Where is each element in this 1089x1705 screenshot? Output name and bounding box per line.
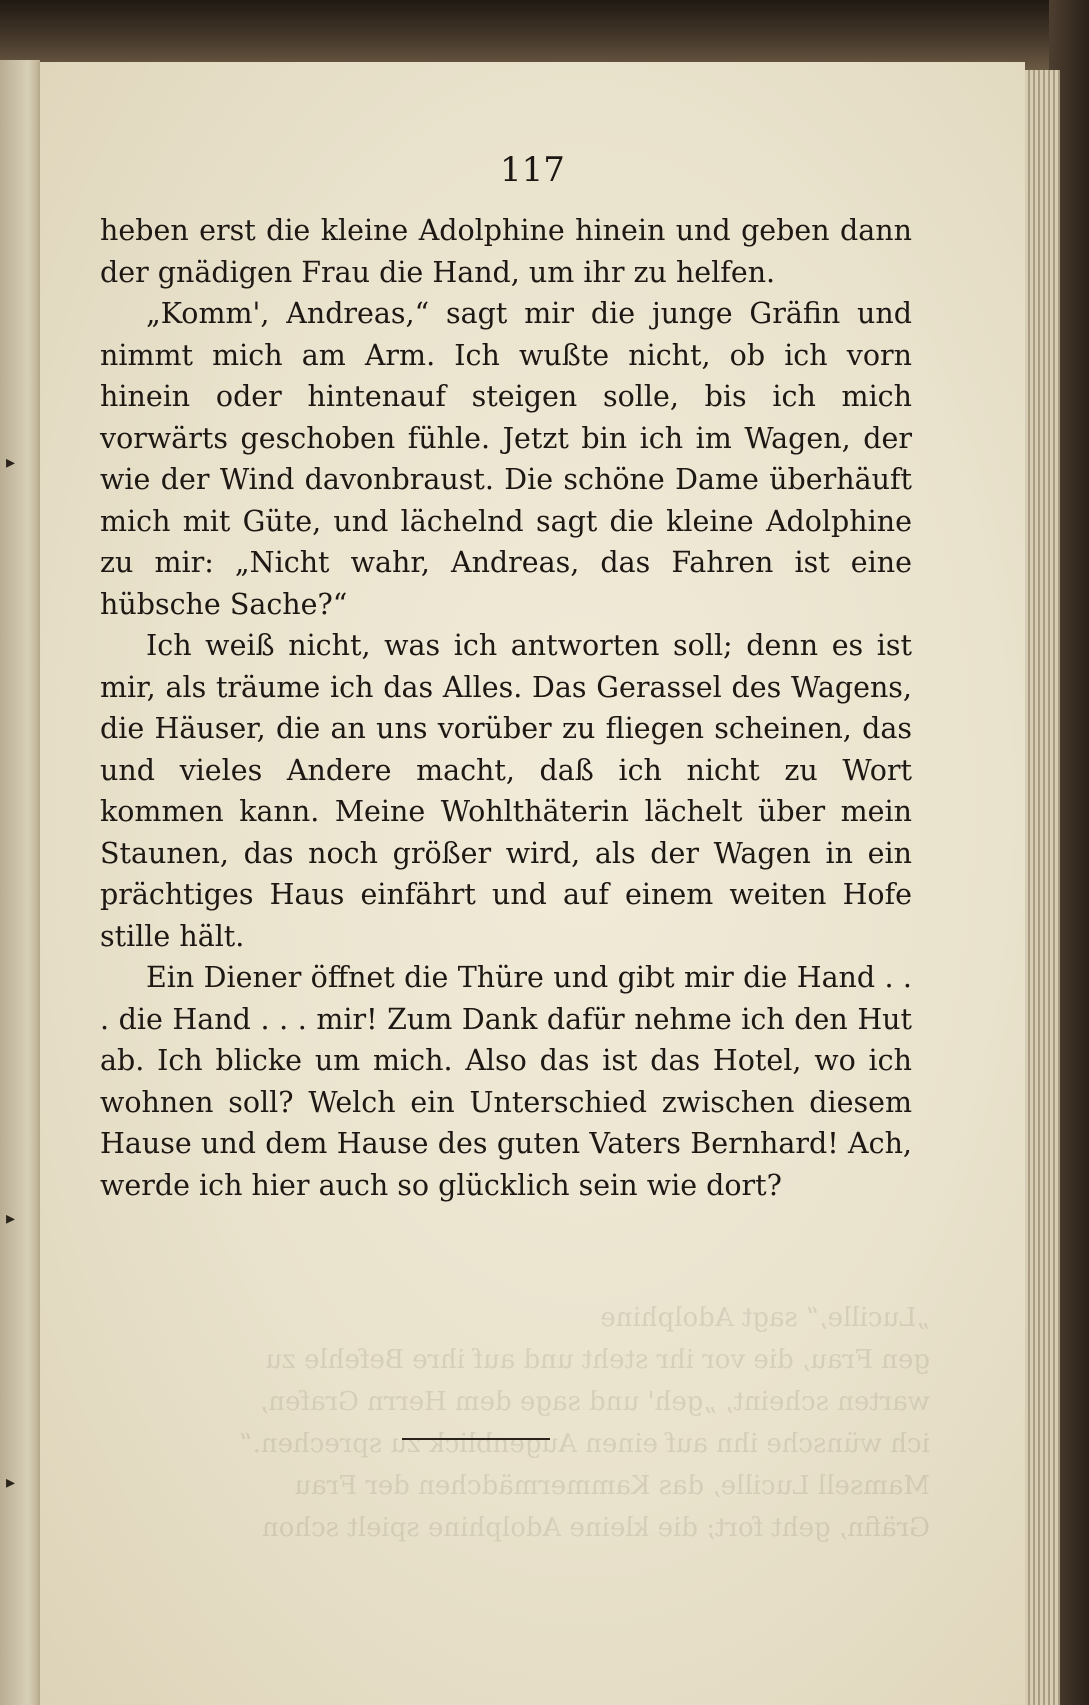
arrow-mark-icon: ▸ [6, 452, 16, 473]
paragraph: „Komm', Andreas,“ sagt mir die junge Gräfin und nimmt mich am Arm. Ich wußte nicht, ob ich vorn hinein oder hintenauf steigen solle, bis ich mich vorwärts geschoben fühle. Jetzt bin ich im Wagen, der wie der Wind davonbraust. Die schöne Dame überhäuft mich mit Güte, und lächelnd sagt die kleine Adolphine zu mir: „Nicht wahr, Andreas, das Fahren ist eine hübsche Sache?“ [100, 297, 912, 621]
arrow-mark-icon: ▸ [6, 1208, 16, 1229]
show-through-line: warten scheint, „geh' und sage dem Herrn Grafen, [260, 1387, 930, 1417]
show-through-line: gen Frau, die vor ihr steht und auf ihre Befehle zu [265, 1345, 930, 1375]
page-number: 117 [500, 150, 565, 190]
show-through-line: ich wünsche ihn auf einen Augenblick zu sprechen.“ [239, 1429, 930, 1459]
paragraph: Ein Diener öffnet die Thüre und gibt mir die Hand . . . die Hand . . . mir! Zum Dank dafür nehme ich den Hut ab. Ich blicke um mich. Also das ist das Hotel, wo ich wohnen soll? Welch ein Unterschied zwischen diesem Hause und dem Hause des guten Vaters Bernhard! Ach, werde ich hier auch so glücklich sein wie dort? [100, 961, 912, 1202]
show-through-text [100, 1297, 930, 1549]
show-through-line: Gräfin, geht fort; die kleine Adolphine spielt schon [261, 1513, 930, 1543]
section-rule [402, 1438, 550, 1440]
paragraph: heben erst die kleine Adolphine hinein und geben dann der gnädigen Frau die Hand, um ihr zu helfen. [100, 214, 912, 289]
arrow-mark-icon: ▸ [6, 1472, 16, 1493]
show-through-line: Mamsell Lucille, das Kammermädchen der Frau [294, 1471, 930, 1501]
body-text [100, 210, 912, 1206]
show-through-line: „Lucille,“ sagt Adolphine [600, 1303, 930, 1333]
paragraph: Ich weiß nicht, was ich antworten soll; denn es ist mir, als träume ich das Alles. Das Gerassel des Wagens, die Häuser, die an uns vorüber zu fliegen scheinen, das und vieles Andere macht, daß ich nicht zu Wort kommen kann. Meine Wohlthäterin lächelt über mein Staunen, das noch größer wird, als der Wagen in ein prächtiges Haus einfährt und auf einem weiten Hofe stille hält. [100, 629, 912, 953]
previous-page-edge [0, 60, 40, 1705]
book-cover-top-edge [0, 0, 1089, 70]
book-page [38, 62, 1025, 1705]
